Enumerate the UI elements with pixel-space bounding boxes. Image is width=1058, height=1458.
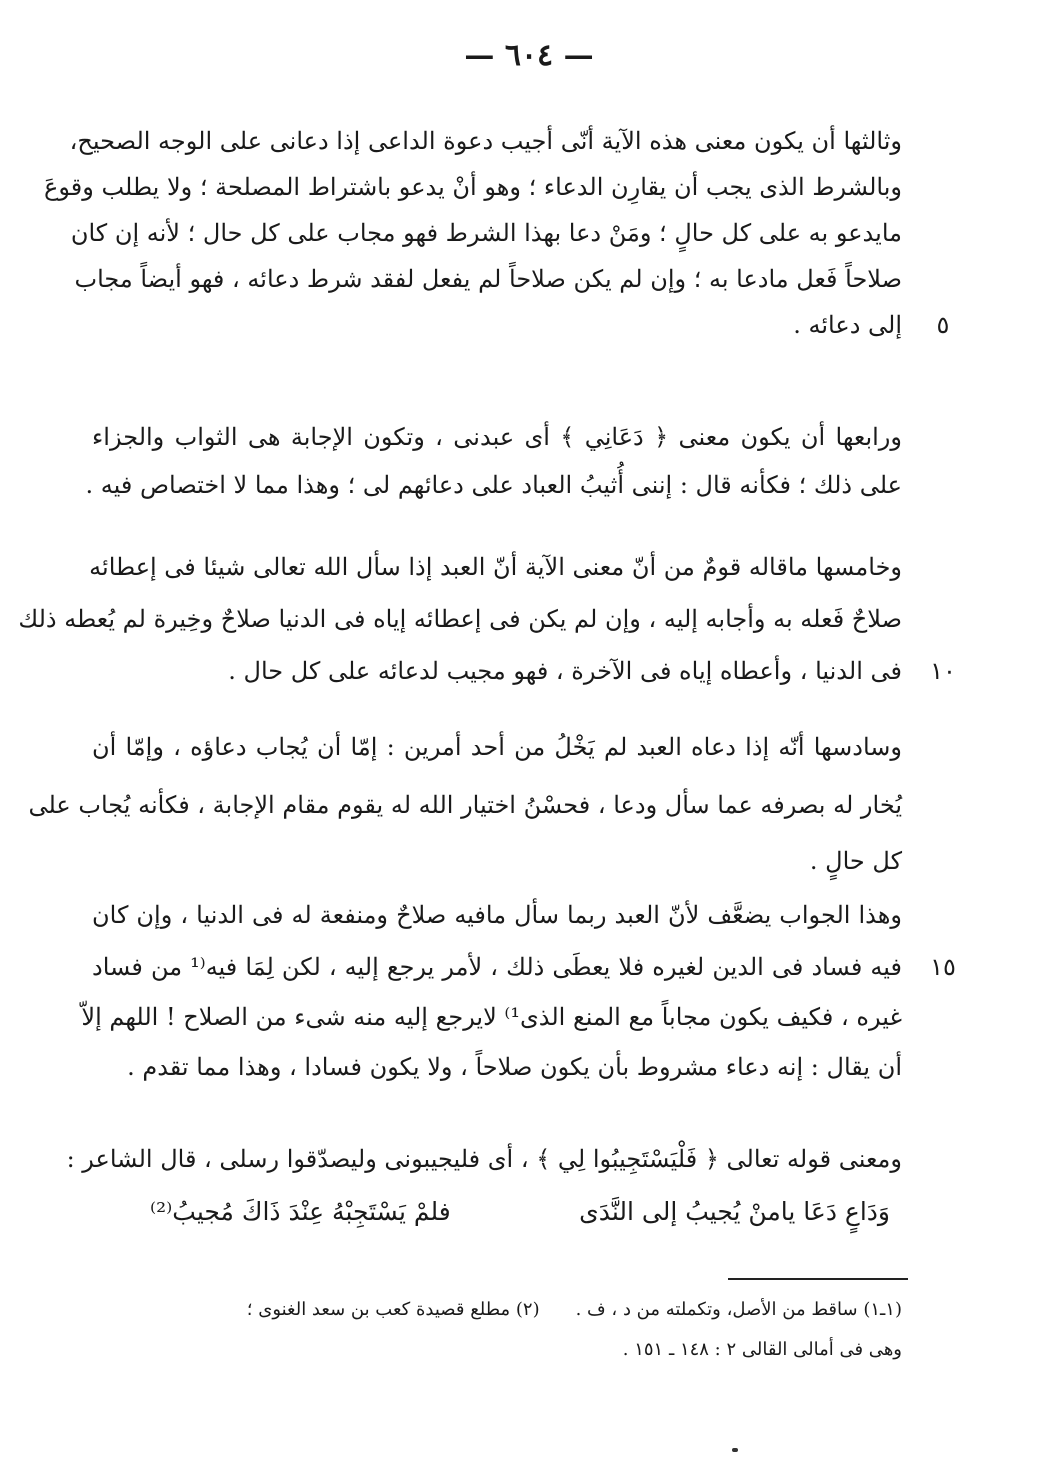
page-number: — ٦٠٤ —: [464, 38, 594, 73]
text-line: وبالشرط الذى يجب أن يقارِن الدعاء ؛ وهو أنْ يدعو باشتراط المصلحة ؛ ولا يطلب وقوعَ: [44, 173, 902, 201]
text-line: ورابعها أن يكون معنى ﴿ دَعَانِي ﴾ أى عبدنى ، وتكون الإجابة هى الثواب والجزاء: [92, 423, 902, 451]
text-line: يُخار له بصرفه عما سأل ودعا ، فحسْنُ اختيار الله له يقوم مقام الإجابة ، فكأنه يُجاب على: [28, 791, 902, 819]
text-line: صلاحاً فَعل مادعا به ؛ وإن لم يكن صلاحاً لم يفعل لفقد شرط دعائه ، فهو أيضاً مجاب: [74, 265, 902, 293]
footnote-1: (١ـ١) ساقط من الأصل، وتكملته من د ، ف .: [575, 1299, 902, 1320]
footnote-2: (٢) مطلع قصيدة كعب بن سعد الغنوى ؛: [246, 1299, 540, 1320]
text-line: وهذا الجواب يضعَّف لأنّ العبد ربما سأل مافيه صلاحٌ ومنفعة له فى الدنيا ، وإن كان: [92, 901, 902, 929]
text-line: مايدعو به على كل حالٍ ؛ ومَنْ دعا بهذا الشرط فهو مجاب على كل حال ؛ لأنه إن كان: [70, 219, 902, 247]
text-line: وسادسها أنّه إذا دعاه العبد لم يَخْلُ من أحد أمرين : إمّا أن يُجاب دعاؤه ، وإمّا أن: [92, 733, 902, 761]
footnote-divider: [728, 1278, 908, 1280]
text-line: كل حالٍ .: [809, 847, 902, 875]
text-line: غيره ، فكيف يكون مجاباً مع المنع الذى¹⁾ لايرجع إليه منه شىء من الصلاح ! اللهم إلاّ: [81, 1003, 902, 1031]
footnote-line: [92, 1290, 902, 1330]
poetry-verse: [150, 1188, 890, 1236]
footnote-line: وهى فى أمالى القالى ٢ : ١٤٨ ـ ١٥١ .: [622, 1339, 902, 1360]
text-line: ومعنى قوله تعالى ﴿ فَلْيَسْتَجِيبُوا لِي ﴾ ، أى فليجيبونى وليصدّقوا رسلى ، قال الشاعر :: [66, 1145, 902, 1173]
page-mark: [732, 1448, 738, 1452]
text-line: صلاحٌ فَعله به وأجابه إليه ، وإن لم يكن فى إعطائه إياه فى الدنيا صلاحٌ وخِيرة لم يُعطه ذلك: [18, 605, 902, 633]
verse-second-hemistich: فلمْ يَسْتَجِبْهُ عِنْدَ ذَاكَ مُجيبُ⁽²⁾: [150, 1197, 451, 1226]
verse-first-hemistich: وَدَاعٍ دَعَا يامنْ يُجيبُ إلى النَّدَى: [579, 1197, 890, 1226]
text-line: فى الدنيا ، وأعطاه إياه فى الآخرة ، فهو مجيب لدعائه على كل حال .: [228, 657, 902, 685]
text-line: أن يقال : إنه دعاء مشروط بأن يكون صلاحاً ، ولا يكون فسادا ، وهذا مما تقدم .: [127, 1053, 902, 1081]
line-number: ١٠: [930, 657, 956, 685]
text-line: إلى دعائه .: [793, 311, 902, 339]
text-line: على ذلك ؛ فكأنه قال : إننى أُثيبُ العباد على دعائهم لى ؛ وهذا مما لا اختصاص فيه .: [85, 471, 902, 499]
text-line: فيه فساد فى الدين لغيره فلا يعطَى ذلك ، لأمر يرجع إليه ، لكن لِمَا فيه⁽¹ من فساد: [92, 953, 903, 981]
line-number: ١٥: [930, 953, 956, 981]
text-line: وثالثها أن يكون معنى هذه الآية أنّى أجيب دعوة الداعى إذا دعانى على الوجه الصحيح،: [69, 127, 902, 155]
text-line: وخامسها ماقاله قومٌ من أنّ معنى الآية أنّ العبد إذا سأل الله تعالى شيئا فى إعطائه: [89, 553, 902, 581]
line-number: ٥: [936, 311, 950, 339]
